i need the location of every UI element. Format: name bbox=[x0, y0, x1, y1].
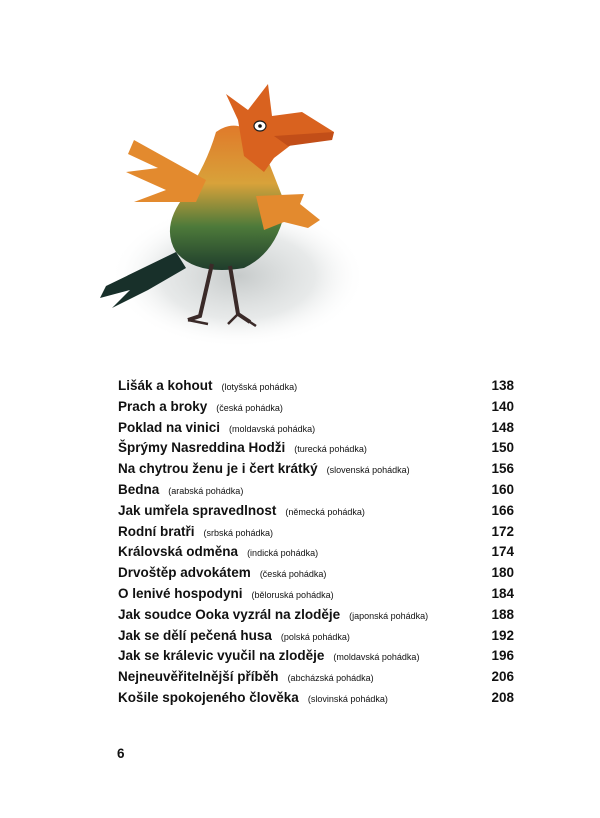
toc-entry bbox=[118, 481, 514, 502]
toc-page: 208 bbox=[491, 689, 514, 705]
toc-entry-text bbox=[118, 502, 365, 520]
toc-title: Jak se dělí pečená husa bbox=[118, 627, 272, 643]
toc-origin: (moldavská pohádka) bbox=[229, 423, 316, 434]
toc-entry-text bbox=[118, 585, 334, 603]
toc-entry bbox=[118, 668, 514, 689]
toc-origin: (lotyšská pohádka) bbox=[221, 382, 298, 392]
toc-entry-text bbox=[118, 377, 297, 395]
toc-entry-text bbox=[118, 564, 326, 582]
toc-origin: (japonská pohádka) bbox=[349, 610, 429, 621]
toc-entry-text bbox=[118, 523, 273, 541]
toc-title: Lišák a kohout bbox=[118, 378, 213, 393]
toc-entry bbox=[118, 585, 514, 606]
toc-origin: (slovinská pohádka) bbox=[307, 693, 388, 704]
toc-origin: (slovenská pohádka) bbox=[326, 465, 410, 476]
toc-title: Šprýmy Nasreddina Hodži bbox=[118, 440, 286, 456]
bird-illustration bbox=[88, 76, 368, 346]
toc-origin: (moldavská pohádka) bbox=[333, 652, 420, 663]
toc-entry bbox=[118, 502, 514, 523]
toc-page: 172 bbox=[491, 523, 514, 539]
toc-entry-text bbox=[118, 481, 243, 499]
toc-title: Jak umřela spravedlnost bbox=[118, 502, 277, 518]
toc-title: Královská odměna bbox=[118, 544, 239, 560]
toc-entry-text bbox=[118, 606, 428, 624]
toc-entry-text bbox=[118, 419, 315, 437]
toc-title: Prach a broky bbox=[118, 398, 208, 414]
toc-origin: (abcházská pohádka) bbox=[287, 673, 374, 684]
toc-page: 180 bbox=[491, 565, 514, 581]
toc-title: Poklad na vinici bbox=[118, 419, 221, 435]
toc-origin: (polská pohádka) bbox=[280, 631, 350, 642]
toc-title: Jak se králevic vyučil na zloděje bbox=[118, 648, 325, 664]
toc-origin: (německá pohádka) bbox=[285, 506, 365, 517]
toc-origin: (česká pohádka) bbox=[216, 402, 283, 413]
toc-entry bbox=[118, 398, 514, 419]
toc-page: 160 bbox=[491, 481, 514, 497]
toc-entry bbox=[118, 564, 514, 585]
toc-entry bbox=[118, 377, 514, 398]
toc-entry bbox=[118, 419, 514, 440]
toc-entry bbox=[118, 606, 514, 627]
toc-page: 150 bbox=[491, 440, 514, 456]
toc-page: 166 bbox=[491, 502, 514, 518]
toc-entry-text bbox=[118, 460, 410, 478]
toc-entry-text bbox=[118, 689, 388, 707]
toc-entry-text bbox=[118, 439, 367, 457]
toc-title: Bedna bbox=[118, 481, 160, 497]
toc-entry-text bbox=[118, 398, 283, 416]
toc-origin: (arabská pohádka) bbox=[168, 485, 244, 496]
toc-origin: (turecká pohádka) bbox=[294, 444, 367, 455]
toc-entry-text bbox=[118, 627, 350, 645]
toc-entry bbox=[118, 439, 514, 460]
toc-title: Košile spokojeného člověka bbox=[118, 689, 299, 705]
toc-entry bbox=[118, 523, 514, 544]
toc-entry-text bbox=[118, 543, 318, 561]
toc-title: O lenivé hospodyni bbox=[118, 585, 243, 601]
toc-title: Jak soudce Ooka vyzrál na zloděje bbox=[118, 606, 341, 622]
toc-entry-text bbox=[118, 647, 419, 665]
toc-title: Rodní bratři bbox=[118, 523, 195, 539]
table-of-contents bbox=[118, 377, 514, 710]
toc-origin: (indická pohádka) bbox=[247, 548, 319, 559]
toc-origin: (srbská pohádka) bbox=[203, 527, 274, 538]
toc-entry bbox=[118, 543, 514, 564]
toc-origin: (česká pohádka) bbox=[259, 569, 327, 580]
toc-entry bbox=[118, 460, 514, 481]
toc-page: 140 bbox=[491, 398, 514, 414]
toc-entry bbox=[118, 627, 514, 648]
toc-page: 156 bbox=[491, 461, 514, 477]
toc-title: Nejneuvěřitelnější příběh bbox=[118, 669, 279, 685]
toc-page: 196 bbox=[491, 648, 514, 664]
toc-entry bbox=[118, 689, 514, 710]
toc-entry bbox=[118, 647, 514, 668]
toc-page: 206 bbox=[491, 669, 514, 685]
toc-page: 148 bbox=[491, 419, 514, 435]
toc-page: 184 bbox=[491, 585, 514, 601]
toc-page: 192 bbox=[491, 627, 514, 643]
toc-origin: (běloruská pohádka) bbox=[251, 589, 334, 600]
toc-entry-text bbox=[118, 668, 374, 686]
page-number: 6 bbox=[117, 746, 125, 761]
toc-title: Drvoštěp advokátem bbox=[118, 565, 251, 581]
toc-page: 174 bbox=[491, 544, 514, 560]
toc-title: Na chytrou ženu je i čert krátký bbox=[118, 461, 318, 477]
toc-page: 188 bbox=[491, 606, 514, 622]
toc-page: 138 bbox=[491, 378, 514, 393]
